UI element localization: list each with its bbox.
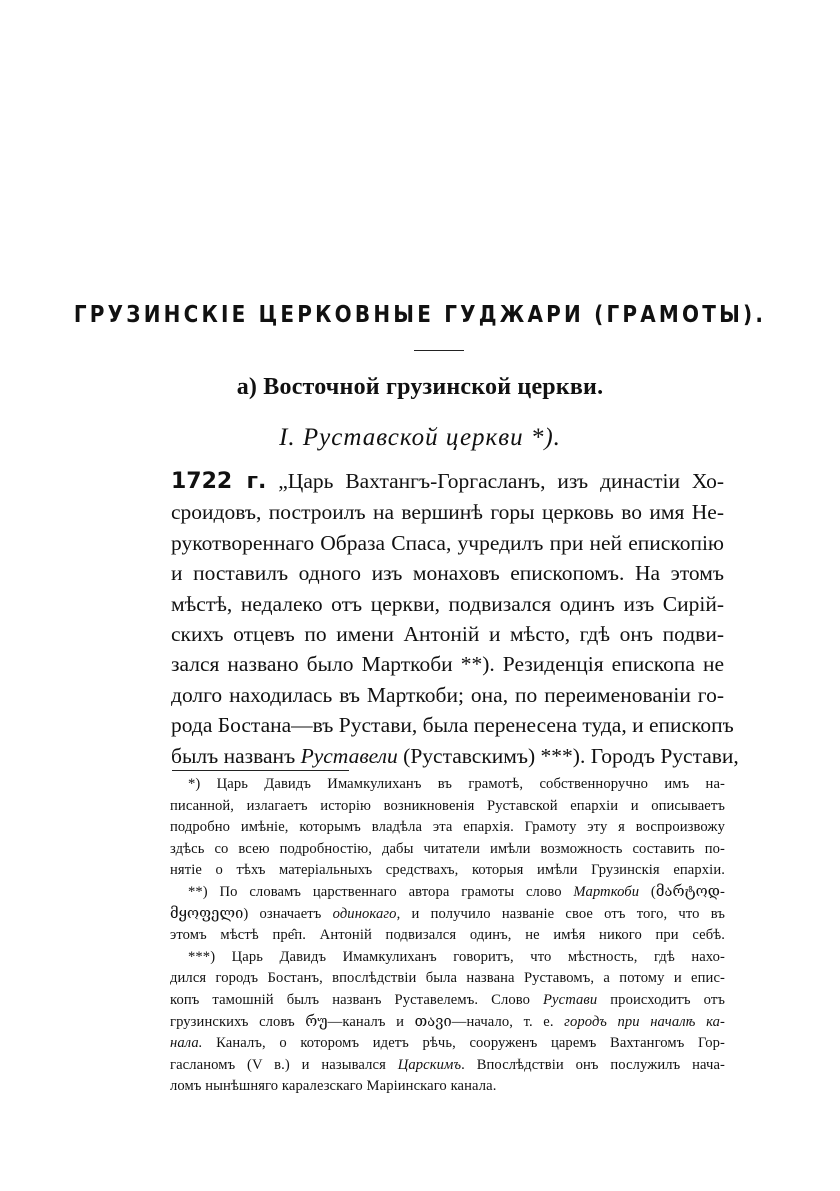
subsection-heading: I. Руставской церкви *). — [279, 424, 561, 451]
footnote-line: гасланомъ (V в.) и назывался Царскимъ. Впослѣдствіи онъ послужилъ нача- — [170, 1056, 726, 1073]
text-line: зался названо было Марткоби **). Резиденція епископа не — [171, 652, 724, 677]
text-line: мѣстѣ, недалеко отъ церкви, подвизался одинъ изъ Сирій- — [171, 591, 724, 616]
text-line: рукотвореннаго Образа Спаса, учредилъ при ней епископію — [171, 530, 724, 555]
footnote-line: *) Царь Давидъ Имамкулиханъ въ грамотѣ, собственноручно имъ на- — [188, 776, 725, 792]
footnote-line: писанной, излагаетъ исторію возникновенія Руставской епархіи и описываетъ — [170, 797, 725, 814]
footnote-line: грузинскихъ словъ რუ—каналъ и თავი—начало, т. е. городъ при началѣ ка- — [170, 1013, 725, 1030]
main-text — [171, 466, 739, 771]
title-divider — [414, 350, 464, 351]
footnote-line: дился городъ Бостанъ, впослѣдствіи была названа Руставомъ, а потому и епис- — [170, 970, 725, 987]
year-label: 1722 г. — [171, 469, 267, 494]
footnote-line: подробно имѣніе, которымъ владѣла эта епархія. Грамоту эту я воспроизвожу — [170, 819, 725, 836]
text-line: рода Бостана—въ Рустави, была перенесена туда, и епископъ — [171, 713, 734, 738]
footnote-line: нятіе о тѣхъ матеріальныхъ средствахъ, которыя имѣли Грузинскія епархіи. — [170, 862, 725, 879]
text-line: былъ названъ Руставели (Руставскимъ) ***). Городъ Рустави, — [171, 743, 739, 768]
footnotes — [170, 774, 725, 1098]
footnote-line: нала. Каналъ, о которомъ идетъ рѣчь, сооруженъ царемъ Вахтангомъ Гор- — [170, 1035, 725, 1052]
footnote-line: копъ тамошній былъ названъ Руставелемъ. Слово Рустави происходитъ отъ — [170, 991, 725, 1008]
text-line: и поставилъ одного изъ монаховъ епископомъ. На этомъ — [171, 561, 724, 586]
text-line: сроидовъ, построилъ на вершинѣ горы церковь во имя Не- — [171, 500, 724, 525]
page-title: ГРУЗИНСКІЕ ЦЕРКОВНЫЕ ГУДЖАРИ (ГРАМОТЫ). — [73, 300, 767, 328]
text-line: 1722 г. „Царь Вахтангъ-Горгасланъ, изъ династіи Хо- — [171, 469, 724, 494]
footnote-line: этомъ мѣстѣ пре̂п. Антоній подвизался одинъ, не имѣя никого при себѣ. — [170, 927, 725, 944]
footnote-line: **) По словамъ царственнаго автора грамоты слово Марткоби (მარტოდ- — [188, 883, 725, 900]
footnote-line: здѣсь со всею подробностію, дабы читатели имѣли возможность составить по- — [170, 840, 725, 857]
text-line: скихъ отцевъ по имени Антоній и мѣсто, гдѣ онъ подви- — [171, 622, 724, 647]
section-heading: а) Восточной грузинской церкви. — [236, 374, 604, 400]
footnote-divider — [172, 770, 349, 771]
footnote-line: ***) Царь Давидъ Имамкулиханъ говоритъ, что мѣстность, гдѣ нахо- — [188, 948, 725, 965]
footnote-line: მყოფელი) означаетъ одинокаго, и получило названіе свое отъ того, что въ — [170, 905, 726, 922]
footnote-line: ломъ нынѣшняго каралезскаго Маріинскаго канала. — [170, 1078, 497, 1095]
text-line: долго находилась въ Марткоби; она, по переименованіи го- — [171, 682, 724, 707]
italic-term: Руставели — [300, 743, 398, 768]
